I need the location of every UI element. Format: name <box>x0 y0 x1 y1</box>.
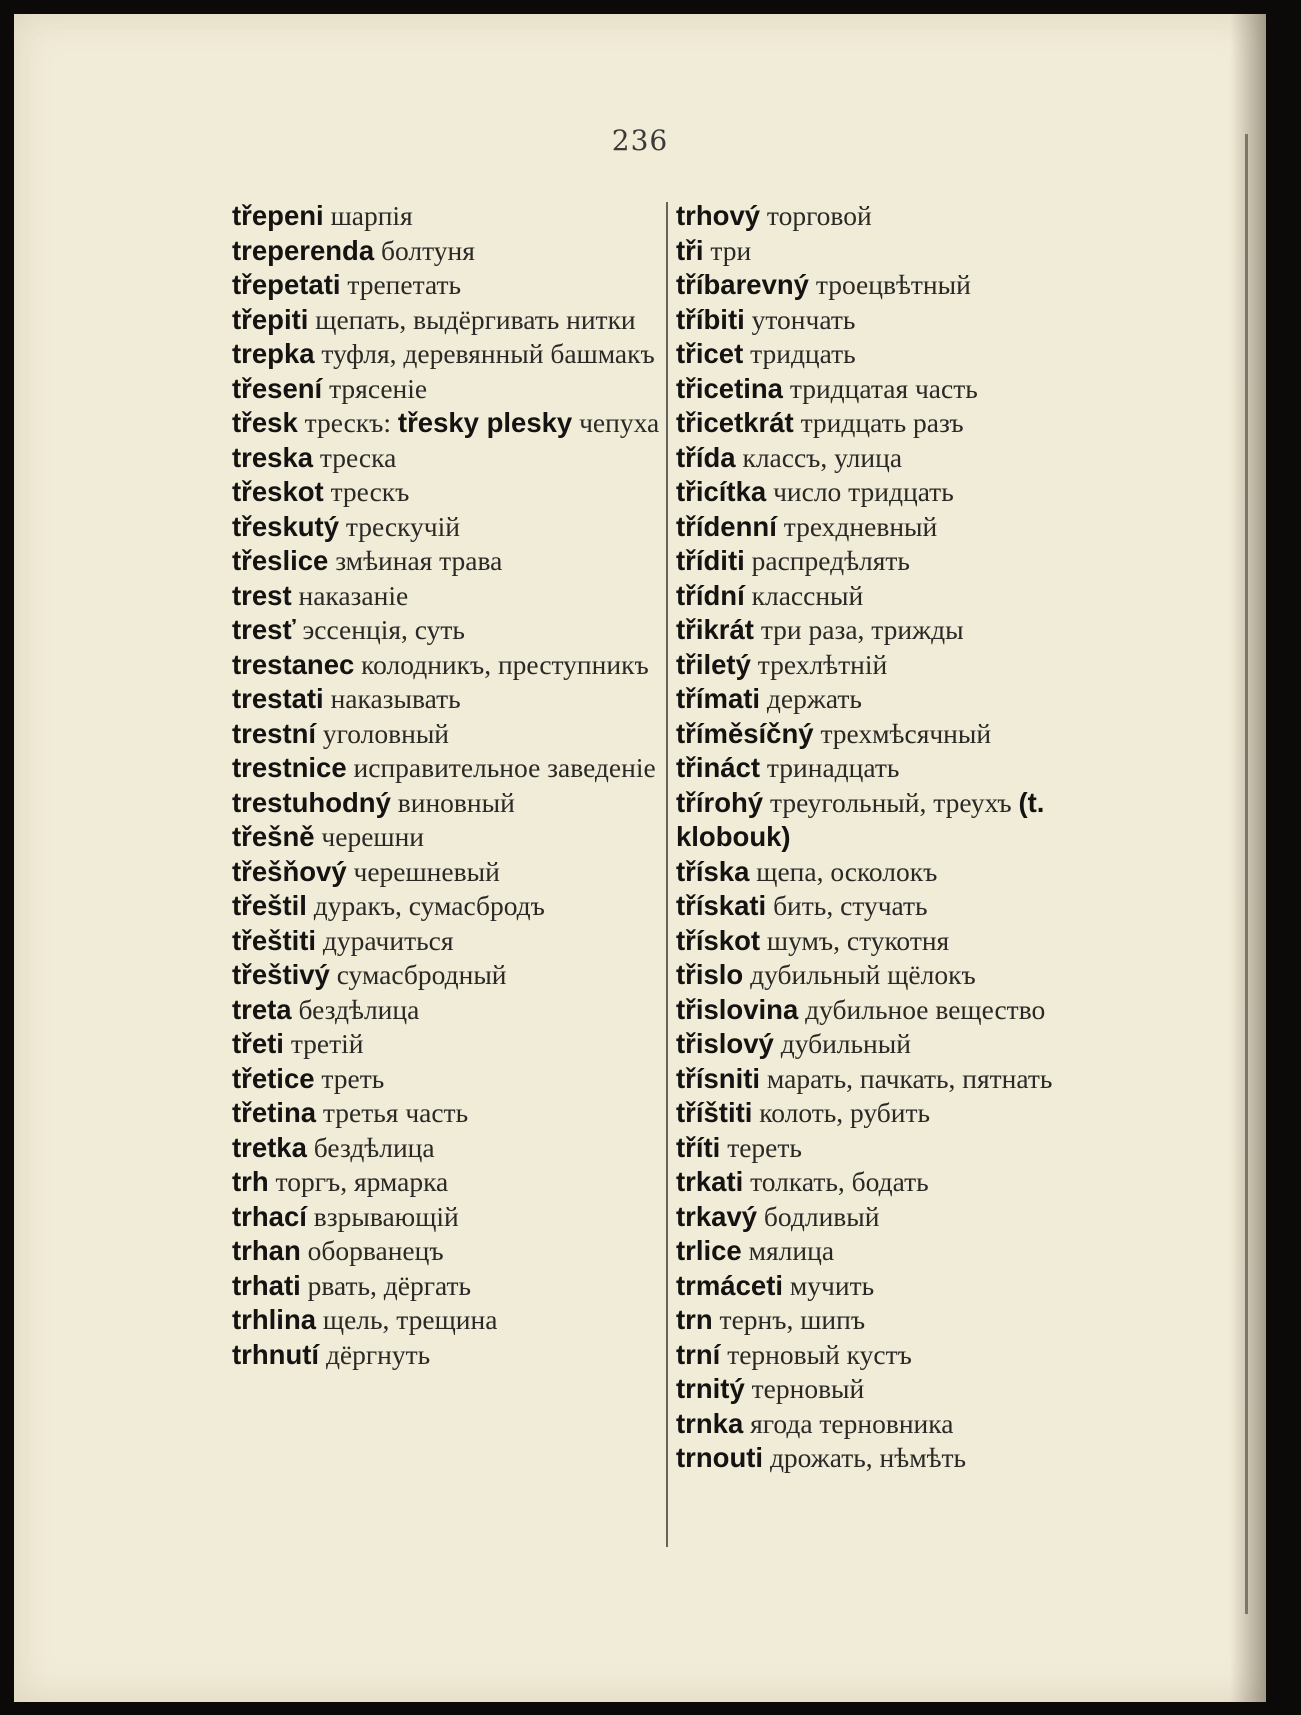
translation: третій <box>290 1028 364 1059</box>
headword: třeslice <box>232 545 329 576</box>
translation: туфля, деревянный башмакъ <box>321 338 655 369</box>
headword: třískati <box>676 890 767 921</box>
headword: trest <box>232 579 292 611</box>
translation: распредѣлять <box>751 545 910 576</box>
dictionary-entry <box>676 682 1128 717</box>
dictionary-entry <box>676 1303 1128 1338</box>
translation: колодникъ, преступникъ <box>361 648 649 680</box>
dictionary-entry <box>232 751 668 786</box>
translation: чепуха <box>579 407 660 438</box>
headword: trestuhodný <box>232 786 391 818</box>
headword: trní <box>676 1338 721 1370</box>
headword: třesení <box>232 372 323 404</box>
dictionary-entry <box>232 1131 668 1166</box>
book-page <box>14 14 1266 1702</box>
headword: třikrát <box>676 614 754 645</box>
headword: třislový <box>676 1028 774 1059</box>
headword: trestanec <box>232 648 355 680</box>
dictionary-entry <box>676 958 1128 993</box>
spine-shadow <box>1230 14 1266 1702</box>
dictionary-entry <box>676 441 1128 476</box>
translation: трескучій <box>345 510 460 542</box>
dictionary-entry <box>232 889 668 924</box>
right-column <box>676 199 1128 1476</box>
dictionary-entry <box>232 613 668 648</box>
headword: trestati <box>232 683 324 714</box>
dictionary-entry <box>676 579 1128 614</box>
dictionary-entry <box>232 372 668 407</box>
translation: треть <box>321 1062 385 1094</box>
dictionary-entry <box>232 855 668 890</box>
translation: бить, стучать <box>773 890 928 921</box>
translation: дёргнуть <box>325 1338 431 1370</box>
translation: треска <box>319 441 397 473</box>
translation: три <box>710 234 752 266</box>
headword: třeti <box>232 1028 284 1059</box>
headword: třiletý <box>676 648 751 680</box>
dictionary-entry <box>232 1027 668 1062</box>
dictionary-entry <box>232 199 668 234</box>
dictionary-entry <box>232 475 668 510</box>
dictionary-entry <box>676 544 1128 579</box>
dictionary-entry <box>676 717 1128 752</box>
dictionary-entry <box>232 1200 668 1235</box>
dictionary-entry <box>232 717 668 752</box>
headword: trhlina <box>232 1304 317 1335</box>
translation: змѣиная трава <box>335 545 503 576</box>
dictionary-entry <box>232 406 668 441</box>
dictionary-entry <box>676 648 1128 683</box>
translation: черешни <box>321 821 425 852</box>
translation: бездѣлица <box>313 1131 435 1163</box>
translation: тереть <box>727 1131 802 1163</box>
headword: tříbarevný <box>676 269 809 300</box>
headword: třetice <box>232 1062 315 1094</box>
translation: марать, пачкать, пятнать <box>766 1062 1053 1094</box>
dictionary-entry <box>676 1200 1128 1235</box>
dictionary-entry <box>676 234 1128 269</box>
translation: дрожать, нѣмѣть <box>769 1442 967 1473</box>
headword: trlice <box>676 1235 742 1266</box>
dictionary-entry <box>232 786 668 821</box>
dictionary-entry <box>232 648 668 683</box>
translation: наказывать <box>330 683 461 714</box>
translation: торгъ, ярмарка <box>275 1166 449 1197</box>
dictionary-entry <box>232 303 668 338</box>
headword: trestní <box>232 717 317 749</box>
dictionary-entry <box>676 1096 1128 1131</box>
headword: třída <box>676 441 736 473</box>
dictionary-entry <box>676 1131 1128 1166</box>
headword: trmáceti <box>676 1269 783 1301</box>
translation: дурачиться <box>322 924 454 956</box>
headword: tříditi <box>676 545 745 576</box>
headword: třesk <box>232 407 298 438</box>
headword: trhan <box>232 1235 301 1266</box>
translation: тридцать <box>750 338 856 369</box>
usage-note: (t. klobouk) <box>676 786 1045 852</box>
dictionary-entry <box>232 682 668 717</box>
translation: тридцать разъ <box>800 407 964 438</box>
translation: виновный <box>397 786 515 818</box>
translation: шумъ, стукотня <box>766 924 950 956</box>
translation: ягода терновника <box>750 1407 954 1439</box>
dictionary-entry <box>676 1234 1128 1269</box>
translation: треугольный, треухъ <box>769 786 1012 818</box>
translation: рвать, дёргать <box>307 1269 472 1301</box>
dictionary-entry <box>676 1372 1128 1407</box>
translation: держать <box>766 683 862 714</box>
dictionary-entry <box>232 337 668 372</box>
headword: tři <box>676 234 704 266</box>
dictionary-entry <box>676 303 1128 338</box>
dictionary-entry <box>676 924 1128 959</box>
dictionary-entry <box>676 1407 1128 1442</box>
headword: tretka <box>232 1131 307 1163</box>
page-number: 236 <box>611 124 669 157</box>
headword: trnouti <box>676 1442 764 1473</box>
headword: treperenda <box>232 234 375 266</box>
dictionary-entry <box>676 1027 1128 1062</box>
translation: классный <box>751 579 864 611</box>
translation: три раза, трижды <box>760 614 964 645</box>
translation: дубильное вещество <box>805 993 1046 1025</box>
translation: терновый <box>751 1373 865 1404</box>
translation: эссенція, суть <box>302 614 465 645</box>
headword: třeskot <box>232 476 324 507</box>
headword: třepetati <box>232 269 341 300</box>
dictionary-entry <box>676 475 1128 510</box>
headword: trepka <box>232 338 315 369</box>
headword: trh <box>232 1166 269 1197</box>
dictionary-entry <box>676 199 1128 234</box>
dictionary-entry <box>676 1441 1128 1476</box>
headword: treska <box>232 441 314 473</box>
headword: třicetina <box>676 372 783 404</box>
dictionary-entry <box>232 1303 668 1338</box>
headword: třeskutý <box>232 510 339 542</box>
dictionary-entry <box>232 234 668 269</box>
translation: трескъ: <box>304 407 392 438</box>
translation: толкать, бодать <box>750 1166 929 1197</box>
dictionary-entry <box>676 1269 1128 1304</box>
translation: шарпія <box>330 200 413 231</box>
headword: třetina <box>232 1097 317 1128</box>
headword: třískot <box>676 924 761 956</box>
dictionary-entry <box>232 544 668 579</box>
translation: оборванецъ <box>307 1235 444 1266</box>
headword: třepeni <box>232 200 324 231</box>
headword: třináct <box>676 752 761 783</box>
translation: трясеніе <box>329 372 428 404</box>
headword: třeštil <box>232 890 307 921</box>
dictionary-entry <box>232 958 668 993</box>
translation: наказаніе <box>298 579 409 611</box>
headword: třísniti <box>676 1062 761 1094</box>
translation: трепетать <box>347 269 462 300</box>
headword: trkati <box>676 1166 744 1197</box>
headword: třímati <box>676 683 761 714</box>
translation: трехлѣтній <box>757 648 888 680</box>
headword: třicítka <box>676 476 767 507</box>
dictionary-entry <box>676 786 1128 855</box>
dictionary-entry <box>676 337 1128 372</box>
translation: трескъ <box>330 476 410 507</box>
translation: тернъ, шипъ <box>719 1304 866 1335</box>
translation: дуракъ, сумасбродъ <box>313 890 545 921</box>
translation: мялица <box>748 1235 835 1266</box>
translation: число тридцать <box>773 476 954 507</box>
translation: исправительное заведеніе <box>353 752 656 783</box>
headword: třeštiti <box>232 924 317 956</box>
translation: уголовный <box>322 717 450 749</box>
translation: взрывающій <box>313 1200 459 1232</box>
dictionary-entry <box>676 372 1128 407</box>
dictionary-entry <box>232 1338 668 1373</box>
translation: трехдневный <box>783 510 938 542</box>
dictionary-entry <box>676 510 1128 545</box>
headword: třislo <box>676 959 744 990</box>
dictionary-entry <box>676 613 1128 648</box>
translation: терновый кустъ <box>727 1338 912 1370</box>
translation: щель, трещина <box>322 1304 498 1335</box>
headword: trhací <box>232 1200 307 1232</box>
translation: утончать <box>751 303 856 335</box>
dictionary-entry <box>232 268 668 303</box>
dictionary-entry <box>232 993 668 1028</box>
dictionary-entry <box>676 855 1128 890</box>
dictionary-entry <box>676 1338 1128 1373</box>
dictionary-entry <box>232 1062 668 1097</box>
headword: treta <box>232 993 292 1025</box>
dictionary-entry <box>232 1234 668 1269</box>
headword: třicetkrát <box>676 407 794 438</box>
headword: trestnice <box>232 752 347 783</box>
dictionary-entry <box>676 406 1128 441</box>
translation: классъ, улица <box>742 441 903 473</box>
translation: троецвѣтный <box>815 269 971 300</box>
dictionary-entry <box>232 441 668 476</box>
translation: щепа, осколокъ <box>756 855 938 887</box>
headword: trn <box>676 1304 713 1335</box>
sub-headword: třesky plesky <box>397 407 573 438</box>
headword: třešňový <box>232 855 347 887</box>
headword: tříti <box>676 1131 721 1163</box>
dictionary-entry <box>232 579 668 614</box>
dictionary-entry <box>676 993 1128 1028</box>
headword: tříbiti <box>676 303 745 335</box>
dictionary-entry <box>232 1269 668 1304</box>
headword: trhnutí <box>232 1338 320 1370</box>
headword: třídní <box>676 579 745 611</box>
dictionary-entry <box>232 1165 668 1200</box>
dictionary-entry <box>232 820 668 855</box>
dictionary-entry <box>676 1165 1128 1200</box>
translation: дубильный <box>780 1028 911 1059</box>
translation: колоть, рубить <box>759 1097 931 1128</box>
dictionary-entry <box>232 924 668 959</box>
headword: třicet <box>676 338 744 369</box>
translation: дубильный щёлокъ <box>750 959 976 990</box>
left-column <box>232 199 668 1372</box>
headword: tříska <box>676 855 750 887</box>
dictionary-entry <box>676 751 1128 786</box>
translation: тридцатая часть <box>789 372 978 404</box>
dictionary-entry <box>232 510 668 545</box>
translation: третья часть <box>322 1097 469 1128</box>
headword: třídenní <box>676 510 777 542</box>
headword: třepiti <box>232 303 309 335</box>
headword: třeštivý <box>232 959 330 990</box>
translation: торговой <box>766 200 872 231</box>
headword: trnka <box>676 1407 744 1439</box>
translation: бодливый <box>763 1200 880 1232</box>
translation: бездѣлица <box>298 993 420 1025</box>
dictionary-entry <box>676 1062 1128 1097</box>
translation: сумасбродный <box>336 959 507 990</box>
headword: tresť <box>232 614 296 645</box>
headword: trhový <box>676 200 761 231</box>
dictionary-entry <box>676 268 1128 303</box>
headword: trnitý <box>676 1373 745 1404</box>
translation: тринадцать <box>766 752 900 783</box>
translation: щепать, выдёргивать нитки <box>315 303 636 335</box>
headword: třešně <box>232 821 315 852</box>
headword: trkavý <box>676 1200 758 1232</box>
translation: черешневый <box>353 855 500 887</box>
dictionary-entry <box>232 1096 668 1131</box>
translation: мучить <box>789 1269 875 1301</box>
headword: tříměsíčný <box>676 717 814 749</box>
headword: tříštiti <box>676 1097 753 1128</box>
spine-edge <box>1245 134 1248 1614</box>
headword: trhati <box>232 1269 301 1301</box>
translation: трехмѣсячный <box>820 717 992 749</box>
translation: болтуня <box>381 234 475 266</box>
headword: třislovina <box>676 993 799 1025</box>
headword: třírohý <box>676 786 764 818</box>
dictionary-entry <box>676 889 1128 924</box>
